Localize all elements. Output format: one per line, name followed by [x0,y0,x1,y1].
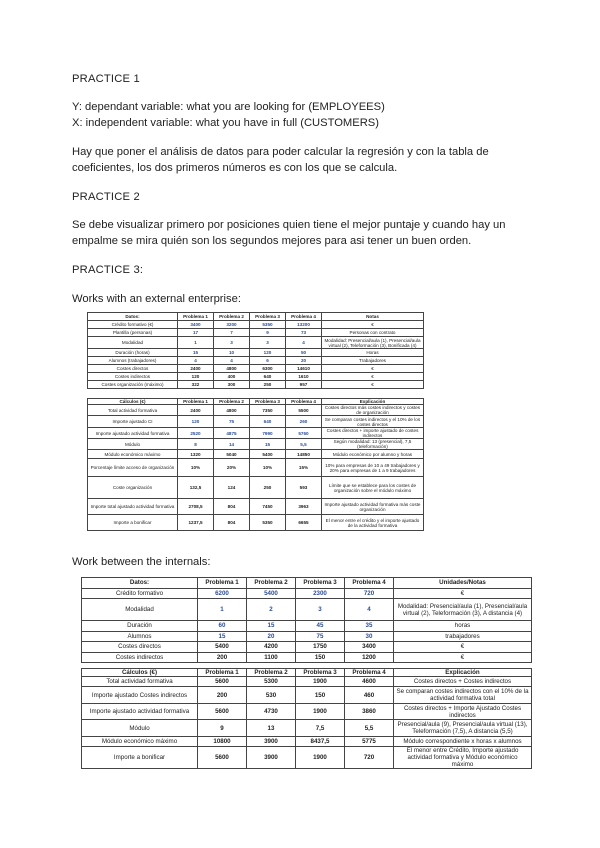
row-label-cell: Costes organización (máximo) [88,381,178,389]
value-cell: 20 [247,631,296,642]
value-cell: 150 [296,652,345,663]
value-cell: 9 [198,720,247,737]
value-cell: 10 [214,349,250,357]
row-label-cell: Alumnos [82,631,198,642]
value-cell: 530 [247,687,296,704]
value-cell: 5400 [198,642,247,653]
external-label: Works with an external enterprise: [72,293,241,305]
value-cell: 1750 [296,642,345,653]
value-cell: 4600 [345,677,394,687]
row-label-cell: Costes indirectos [88,373,178,381]
value-cell: 4800 [214,405,250,416]
table-row [82,631,532,642]
row-label-cell: Crédito formativo (€) [88,321,178,329]
value-cell: 3900 [247,747,296,769]
notes-cell: € [394,642,532,653]
table-header-cell: Problema 1 [198,578,247,589]
value-cell: 5300 [247,677,296,687]
notes-cell: € [394,588,532,599]
row-label-cell: Módulo económico máximo [82,737,198,747]
value-cell: 804 [214,499,250,515]
table-header-cell: Problema 1 [178,399,214,405]
table-row [82,720,532,737]
row-label-cell: Costes indirectos [82,652,198,663]
value-cell: 4 [214,357,250,365]
notes-cell: Importe ajustado actividad formativa más coste organización [322,499,424,515]
value-cell: 4 [178,357,214,365]
table-header-cell: Cálculos (€) [82,669,198,677]
value-cell: 400 [214,373,250,381]
table-header-cell: Explicación [394,669,532,677]
table-header-cell: Problema 1 [198,669,247,677]
table-header-cell: Problema 4 [345,669,394,677]
practice1-heading: PRACTICE 1 [72,73,140,85]
table-header-row [88,313,424,321]
table-header-cell: Problema 3 [250,313,286,321]
row-label-cell: Importe ajustado actividad formativa [82,704,198,720]
value-cell: 13 [247,720,296,737]
value-cell: 60 [198,621,247,632]
value-cell: 3 [296,599,345,621]
table-row [88,337,424,349]
value-cell: 3963 [286,499,322,515]
table-header-cell: Problema 2 [214,313,250,321]
internal-calc-table [81,668,532,769]
table-header-row [88,399,424,405]
notes-cell: Costes directos más costes indirectos y costes de organización [322,405,424,416]
notes-cell: Modalidad: Presencial/aula (1), Presencial/aula virtual (2), Teleformación (3), A distancia (4) [394,599,532,621]
value-cell: 6 [250,357,286,365]
value-cell: 5600 [198,747,247,769]
notes-cell: Trabajadores [322,357,424,365]
table-header-cell: Problema 2 [247,669,296,677]
notes-cell: Costes directos + Importe Ajustado Costes indirectos [394,704,532,720]
row-label-cell: Duración [82,621,198,632]
value-cell: 1 [198,599,247,621]
table-row [88,349,424,357]
value-cell: 20 [286,357,322,365]
value-cell: 5,5 [345,720,394,737]
value-cell: 3200 [214,321,250,329]
table-row [82,704,532,720]
value-cell: 8 [178,439,214,450]
row-label-cell: Importe a bonificar [82,747,198,769]
value-cell: 4800 [214,365,250,373]
value-cell: 150 [296,687,345,704]
value-cell: 5400 [250,450,286,459]
table-header-cell: Problema 3 [296,669,345,677]
value-cell: 10% [250,459,286,477]
row-label-cell: Importe a bonificar [88,515,178,531]
value-cell: 4730 [247,704,296,720]
table-row [82,737,532,747]
table-row [88,477,424,499]
value-cell: 3400 [345,642,394,653]
value-cell: 75 [296,631,345,642]
table-row [88,439,424,450]
table-header-cell: Problema 1 [178,313,214,321]
row-label-cell: Costes directos [88,365,178,373]
practice2-heading: PRACTICE 2 [72,191,140,203]
value-cell: 20% [214,459,250,477]
value-cell: 5600 [198,704,247,720]
table-row [88,416,424,428]
practice3-heading: PRACTICE 3: [72,264,144,276]
notes-cell: Límite que se establece para los costes de organización sobre el módulo máximo [322,477,424,499]
notes-cell: Costes directos + importe ajustado de costes indirectos [322,428,424,439]
value-cell: 5,5 [286,439,322,450]
value-cell: 1200 [345,652,394,663]
value-cell: 5350 [250,515,286,531]
notes-cell: Personas con contrato [322,329,424,337]
value-cell: 75 [214,416,250,428]
table-row [88,373,424,381]
row-label-cell: Total actividad formativa [88,405,178,416]
table-row [82,747,532,769]
value-cell: 3900 [247,737,296,747]
value-cell: 5040 [214,450,250,459]
value-cell: 1320 [178,450,214,459]
value-cell: 14610 [286,365,322,373]
table-row [88,321,424,329]
value-cell: 5500 [286,405,322,416]
value-cell: 15 [198,631,247,642]
table-header-row [82,669,532,677]
notes-cell: Se comparan costes indirectos y el 10% de los costes directos [322,416,424,428]
value-cell: 1 [178,337,214,349]
value-cell: 124 [214,477,250,499]
value-cell: 720 [345,588,394,599]
notes-cell: € [394,652,532,663]
value-cell: 3 [214,337,250,349]
value-cell: 15% [286,459,322,477]
practice1-x-line: X: independent variable: what you have in full (CUSTOMERS) [72,117,379,129]
row-label-cell: Módulo [82,720,198,737]
value-cell: 5400 [247,588,296,599]
external-calc-table [87,398,424,531]
value-cell: 2400 [178,405,214,416]
value-cell: 45 [296,621,345,632]
notes-cell: Horas [322,349,424,357]
value-cell: 7,5 [296,720,345,737]
row-label-cell: Plantilla (personas) [88,329,178,337]
value-cell: 15 [247,621,296,632]
table-header-cell: Problema 4 [345,578,394,589]
value-cell: 120 [178,373,214,381]
value-cell: 1100 [247,652,296,663]
value-cell: 250 [250,381,286,389]
row-label-cell: Crédito formativo [82,588,198,599]
row-label-cell: Importe ajustado CI [88,416,178,428]
table-row [88,405,424,416]
row-label-cell: Duración (horas) [88,349,178,357]
value-cell: 1900 [296,704,345,720]
table-row [88,450,424,459]
value-cell: 4 [286,337,322,349]
value-cell: 35 [345,621,394,632]
table-header-cell: Cálculos (€) [88,399,178,405]
value-cell: 1900 [296,677,345,687]
table-row [88,499,424,515]
value-cell: 5775 [345,737,394,747]
value-cell: 10800 [198,737,247,747]
value-cell: 640 [250,416,286,428]
value-cell: 1900 [296,747,345,769]
notes-cell: € [322,373,424,381]
value-cell: 5600 [198,677,247,687]
practice1-para-line1: Hay que poner el análisis de datos para poder calcular la regresión y con la tabla de [72,146,489,158]
table-header-cell: Datos: [88,313,178,321]
value-cell: 1610 [286,373,322,381]
table-header-cell: Problema 4 [286,313,322,321]
value-cell: 300 [214,381,250,389]
table-row [88,515,424,531]
value-cell: 14 [214,439,250,450]
table-header-cell: Problema 2 [214,399,250,405]
notes-cell: 10% para empresas de 10 a 49 trabajadores y 20% para empresas de 1 a 9 trabajadores [322,459,424,477]
value-cell: 132,5 [178,477,214,499]
row-label-cell: Importe total ajustado actividad formativa [88,499,178,515]
value-cell: 30 [345,631,394,642]
notes-cell: Se comparan costes indirectos con el 10% de la actividad formativa total [394,687,532,704]
table-row [82,652,532,663]
value-cell: 460 [345,687,394,704]
notes-cell: € [322,381,424,389]
value-cell: 17 [178,329,214,337]
table-header-cell: Datos: [82,578,198,589]
value-cell: 120 [250,349,286,357]
table-row [82,588,532,599]
value-cell: 15 [250,439,286,450]
value-cell: 120 [178,416,214,428]
table-row [88,428,424,439]
external-data-table [87,312,424,389]
table-header-cell: Problema 2 [247,578,296,589]
table-row [88,365,424,373]
value-cell: 720 [345,747,394,769]
table-header-cell: Problema 3 [250,399,286,405]
row-label-cell: Módulo [88,439,178,450]
practice1-y-line: Y: dependant variable: what you are looking for (EMPLOYEES) [72,101,385,113]
table-header-cell: Notas [322,313,424,321]
row-label-cell: Importe ajustado actividad formativa [88,428,178,439]
value-cell: 7990 [250,428,286,439]
value-cell: 804 [214,515,250,531]
value-cell: 5350 [250,321,286,329]
table-header-cell: Problema 3 [296,578,345,589]
internal-label: Work between the internals: [72,556,211,568]
notes-cell: Módulo correspondiente x horas x alumnos [394,737,532,747]
value-cell: 9 [250,329,286,337]
notes-cell: € [322,321,424,329]
notes-cell: € [322,365,424,373]
notes-cell: El menor entre Crédito, Importe ajustado actividad formativa y Módulo económico máximo [394,747,532,769]
internal-data-table [81,577,532,663]
practice2-para-line1: Se debe visualizar primero por posiciones quien tiene el mejor puntaje y cuando hay un [72,219,506,231]
row-label-cell: Modalidad [82,599,198,621]
value-cell: 3400 [178,321,214,329]
notes-cell: horas [394,621,532,632]
value-cell: 2520 [178,428,214,439]
value-cell: 2400 [178,365,214,373]
notes-cell: Según modalidad: 13 (presencial), 7,5 (teleformación) [322,439,424,450]
row-label-cell: Modalidad [88,337,178,349]
value-cell: 6300 [250,365,286,373]
practice2-para-line2: empalme se mira quién son los segundos mejores para asi tener un buen orden. [72,235,472,247]
value-cell: 7350 [250,405,286,416]
value-cell: 15 [178,349,214,357]
value-cell: 593 [286,477,322,499]
value-cell: 14850 [286,450,322,459]
value-cell: 3 [250,337,286,349]
table-row [88,459,424,477]
table-header-cell: Explicación [322,399,424,405]
value-cell: 10% [178,459,214,477]
value-cell: 8437,5 [296,737,345,747]
table-header-cell: Problema 4 [286,399,322,405]
value-cell: 3860 [345,704,394,720]
value-cell: 4200 [247,642,296,653]
value-cell: 957 [286,381,322,389]
value-cell: 1237,5 [178,515,214,531]
value-cell: 13200 [286,321,322,329]
row-label-cell: Módulo económico máximo [88,450,178,459]
value-cell: 2 [247,599,296,621]
table-row [82,642,532,653]
value-cell: 73 [286,329,322,337]
row-label-cell: Costes directos [82,642,198,653]
value-cell: 7450 [250,499,286,515]
notes-cell: Presencial/aula (9), Presencial/aula virtual (13), Teleformación (7,5), A distancia (5,5) [394,720,532,737]
value-cell: 4875 [214,428,250,439]
notes-cell: Módulo económico por alumno y horas [322,450,424,459]
value-cell: 7 [214,329,250,337]
table-header-row [82,578,532,589]
value-cell: 2708,5 [178,499,214,515]
value-cell: 640 [250,373,286,381]
row-label-cell: Coste organización [88,477,178,499]
value-cell: 6655 [286,515,322,531]
notes-cell: Modalidad: Presencial/aula (1), Presencial/aula virtual (2), Teleformación (3), Bonificada (4) [322,337,424,349]
value-cell: 50 [286,349,322,357]
row-label-cell: Porcentaje límite acceso de organización [88,459,178,477]
table-row [88,329,424,337]
table-header-cell: Unidades/Notas [394,578,532,589]
value-cell: 200 [198,687,247,704]
table-row [82,621,532,632]
table-row [88,357,424,365]
value-cell: 322 [178,381,214,389]
value-cell: 200 [198,652,247,663]
table-row [82,677,532,687]
table-row [82,687,532,704]
value-cell: 260 [286,416,322,428]
notes-cell: Costes directos + Costes indirectos [394,677,532,687]
row-label-cell: Importe ajustado Costes indirectos [82,687,198,704]
practice1-para-line2: coeficientes, los dos primeros números es con los que se calcula. [72,162,398,174]
notes-cell: El menor entre el crédito y el importe ajustado de la actividad formativa [322,515,424,531]
value-cell: 4 [345,599,394,621]
row-label-cell: Alumnos (trabajadores) [88,357,178,365]
value-cell: 5760 [286,428,322,439]
value-cell: 6200 [198,588,247,599]
table-row [88,381,424,389]
row-label-cell: Total actividad formativa [82,677,198,687]
notes-cell: trabajadores [394,631,532,642]
value-cell: 2300 [296,588,345,599]
table-row [82,599,532,621]
value-cell: 250 [250,477,286,499]
